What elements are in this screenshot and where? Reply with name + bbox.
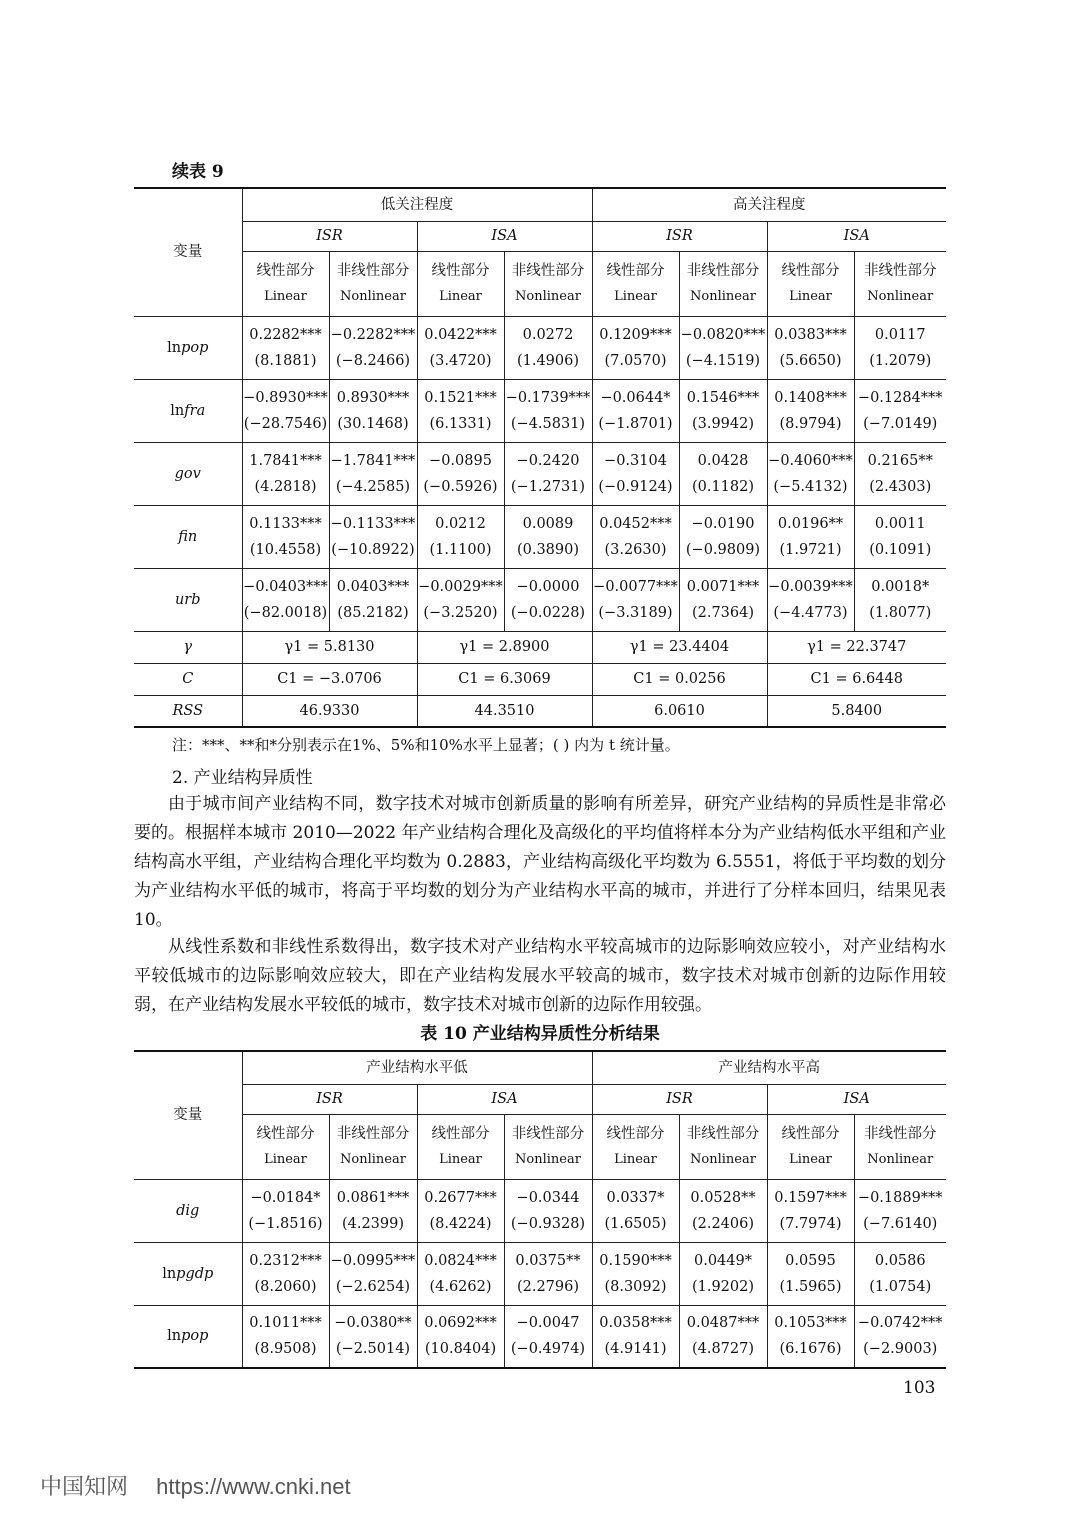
coef-cell: −0.3104 (−0.9124) (592, 442, 679, 505)
isa-header: ISA (767, 1084, 946, 1114)
linear-header: 线性部分 Linear (767, 1114, 854, 1179)
variable-name: urb (134, 568, 242, 631)
table-9 (134, 187, 946, 728)
coef-cell: 1.7841*** (4.2818) (242, 442, 329, 505)
isr-header: ISR (242, 1084, 417, 1114)
c-value: C1 = 0.0256 (592, 663, 767, 695)
coef-cell: 0.2312*** (8.2060) (242, 1242, 329, 1305)
linear-header: 线性部分 Linear (242, 1114, 329, 1179)
linear-header: 线性部分 Linear (417, 251, 504, 316)
coef-cell: 0.1408*** (8.9794) (767, 379, 854, 442)
rss-row (134, 695, 946, 727)
coef-cell: 0.0586 (1.0754) (854, 1242, 946, 1305)
table-note: 注：***、**和*分别表示在1%、5%和10%水平上显著；( ) 内为 t 统计量。 (172, 736, 680, 754)
table-10 (134, 1050, 946, 1369)
coef-cell: −0.1889*** (−7.6140) (854, 1179, 946, 1242)
c-row (134, 663, 946, 695)
cnki-url[interactable]: https://www.cnki.net (156, 1474, 351, 1499)
variable-name: lnpop (134, 1305, 242, 1368)
coef-cell: 0.1011*** (8.9508) (242, 1305, 329, 1368)
table-row (134, 1242, 946, 1305)
coef-cell: 0.0375** (2.2796) (504, 1242, 592, 1305)
coef-cell: −0.0039*** (−4.4773) (767, 568, 854, 631)
subheader-row (134, 251, 946, 316)
coef-cell: −0.4060*** (−5.4132) (767, 442, 854, 505)
coef-cell: 0.2165** (2.4303) (854, 442, 946, 505)
coef-cell: −0.0995*** (−2.6254) (329, 1242, 417, 1305)
gamma-value: γ1 = 2.8900 (417, 631, 592, 663)
coef-cell: 0.0595 (1.5965) (767, 1242, 854, 1305)
coef-cell: −1.7841*** (−4.2585) (329, 442, 417, 505)
table-row (134, 1305, 946, 1368)
rss-value: 5.8400 (767, 695, 946, 727)
isr-header: ISR (592, 1084, 767, 1114)
coef-cell: −0.1133*** (−10.8922) (329, 505, 417, 568)
linear-header: 线性部分 Linear (592, 251, 679, 316)
gamma-value: γ1 = 22.3747 (767, 631, 946, 663)
nonlinear-header: 非线性部分 Nonlinear (504, 1114, 592, 1179)
coef-cell: −0.2420 (−1.2731) (504, 442, 592, 505)
c-value: C1 = −3.0706 (242, 663, 417, 695)
coef-cell: 0.1053*** (6.1676) (767, 1305, 854, 1368)
coef-cell: 0.1521*** (6.1331) (417, 379, 504, 442)
coef-cell: 0.0692*** (10.8404) (417, 1305, 504, 1368)
coef-cell: 0.0018* (1.8077) (854, 568, 946, 631)
group-header-low: 产业结构水平低 (242, 1051, 592, 1084)
table-row (134, 379, 946, 442)
coef-cell: −0.0644* (−1.8701) (592, 379, 679, 442)
rss-value: 44.3510 (417, 695, 592, 727)
group-header-high: 高关注程度 (592, 188, 946, 221)
coef-cell: 0.0196** (1.9721) (767, 505, 854, 568)
gamma-label: γ (134, 631, 242, 663)
table-row (134, 1179, 946, 1242)
cnki-logo-text: 中国知网 (40, 1474, 129, 1499)
table-row (134, 505, 946, 568)
table-row (134, 568, 946, 631)
page-number: 103 (903, 1378, 936, 1398)
coef-cell: −0.0077*** (−3.3189) (592, 568, 679, 631)
coef-cell: 0.0358*** (4.9141) (592, 1305, 679, 1368)
coef-cell: −0.0184* (−1.8516) (242, 1179, 329, 1242)
coef-cell: 0.0071*** (2.7364) (679, 568, 767, 631)
coef-cell: 0.2677*** (8.4224) (417, 1179, 504, 1242)
coef-cell: 0.1597*** (7.7974) (767, 1179, 854, 1242)
isr-header: ISR (242, 221, 417, 251)
coef-cell: 0.0452*** (3.2630) (592, 505, 679, 568)
coef-cell: −0.0000 (−0.0228) (504, 568, 592, 631)
coef-cell: 0.0422*** (3.4720) (417, 316, 504, 379)
coef-cell: −0.0742*** (−2.9003) (854, 1305, 946, 1368)
coef-cell: −0.8930*** (−28.7546) (242, 379, 329, 442)
coef-cell: 0.1133*** (10.4558) (242, 505, 329, 568)
rss-value: 46.9330 (242, 695, 417, 727)
isa-header: ISA (767, 221, 946, 251)
linear-header: 线性部分 Linear (592, 1114, 679, 1179)
subheader-row (134, 1114, 946, 1179)
isa-header: ISA (417, 221, 592, 251)
coef-cell: −0.0029*** (−3.2520) (417, 568, 504, 631)
table-row (134, 316, 946, 379)
coef-cell: 0.0337* (1.6505) (592, 1179, 679, 1242)
coef-cell: 0.0383*** (5.6650) (767, 316, 854, 379)
group-header-low: 低关注程度 (242, 188, 592, 221)
coef-cell: 0.1590*** (8.3092) (592, 1242, 679, 1305)
c-value: C1 = 6.6448 (767, 663, 946, 695)
variable-name: fin (134, 505, 242, 568)
section-title: 2. 产业结构异质性 (172, 768, 313, 788)
isa-header: ISA (417, 1084, 592, 1114)
paragraph-2: 从线性系数和非线性系数得出，数字技术对产业结构水平较高城市的边际影响效应较小，对产业结构水平较低城市的边际影响效应较大，即在产业结构发展水平较高的城市，数字技术对城市创新的边际作用较弱，在产业结构发展水平较低的城市，数字技术对城市创新的边际作用较强。 (134, 937, 946, 1015)
nonlinear-header: 非线性部分 Nonlinear (679, 1114, 767, 1179)
variable-name: dig (134, 1179, 242, 1242)
coef-cell: −0.0190 (−0.9809) (679, 505, 767, 568)
rss-label: RSS (134, 695, 242, 727)
variable-name: lnfra (134, 379, 242, 442)
coef-cell: −0.0047 (−0.4974) (504, 1305, 592, 1368)
coef-cell: 0.0272 (1.4906) (504, 316, 592, 379)
coef-cell: 0.0861*** (4.2399) (329, 1179, 417, 1242)
coef-cell: −0.0820*** (−4.1519) (679, 316, 767, 379)
coef-cell: 0.0428 (0.1182) (679, 442, 767, 505)
coef-cell: −0.0403*** (−82.0018) (242, 568, 329, 631)
linear-header: 线性部分 Linear (417, 1114, 504, 1179)
table-row (134, 442, 946, 505)
gamma-value: γ1 = 5.8130 (242, 631, 417, 663)
coef-cell: −0.0344 (−0.9328) (504, 1179, 592, 1242)
rss-value: 6.0610 (592, 695, 767, 727)
nonlinear-header: 非线性部分 Nonlinear (329, 1114, 417, 1179)
nonlinear-header: 非线性部分 Nonlinear (854, 1114, 946, 1179)
var-header: 变量 (134, 1051, 242, 1179)
nonlinear-header: 非线性部分 Nonlinear (854, 251, 946, 316)
coef-cell: 0.0449* (1.9202) (679, 1242, 767, 1305)
coef-cell: −0.1284*** (−7.0149) (854, 379, 946, 442)
coef-cell: 0.0212 (1.1100) (417, 505, 504, 568)
coef-cell: −0.0895 (−0.5926) (417, 442, 504, 505)
nonlinear-header: 非线性部分 Nonlinear (679, 251, 767, 316)
variable-name: lnpop (134, 316, 242, 379)
nonlinear-header: 非线性部分 Nonlinear (504, 251, 592, 316)
group-header-high: 产业结构水平高 (592, 1051, 946, 1084)
coef-cell: 0.1209*** (7.0570) (592, 316, 679, 379)
footer (40, 1470, 351, 1501)
coef-cell: 0.0824*** (4.6262) (417, 1242, 504, 1305)
coef-cell: 0.0403*** (85.2182) (329, 568, 417, 631)
coef-cell: 0.0487*** (4.8727) (679, 1305, 767, 1368)
coef-cell: −0.2282*** (−8.2466) (329, 316, 417, 379)
c-value: C1 = 6.3069 (417, 663, 592, 695)
coef-cell: 0.0117 (1.2079) (854, 316, 946, 379)
table10-caption: 表 10 产业结构异质性分析结果 (420, 1024, 660, 1044)
var-header: 变量 (134, 188, 242, 316)
paragraph-1: 由于城市间产业结构不同，数字技术对城市创新质量的影响有所差异，研究产业结构的异质性是非常必要的。根据样本城市 2010—2022 年产业结构合理化及高级化的平均值将样本分为产业结构低水平组和产业结构高水平组，产业结构合理化平均数为 0.2883，产业结构高级化平均数为 6.5551，将低于平均数的划分为产业结构水平低的城市，将高于平均数的划分为产业结构水平高的城市，并进行了分样本回归，结果见表 10。 (134, 794, 946, 930)
nonlinear-header: 非线性部分 Nonlinear (329, 251, 417, 316)
coef-cell: 0.2282*** (8.1881) (242, 316, 329, 379)
coef-cell: −0.0380** (−2.5014) (329, 1305, 417, 1368)
variable-name: gov (134, 442, 242, 505)
table9-caption: 续表 9 (172, 162, 224, 182)
gamma-row (134, 631, 946, 663)
isr-header: ISR (592, 221, 767, 251)
coef-cell: 0.0011 (0.1091) (854, 505, 946, 568)
gamma-value: γ1 = 23.4404 (592, 631, 767, 663)
coef-cell: 0.1546*** (3.9942) (679, 379, 767, 442)
c-label: C (134, 663, 242, 695)
coef-cell: 0.0089 (0.3890) (504, 505, 592, 568)
coef-cell: −0.1739*** (−4.5831) (504, 379, 592, 442)
coef-cell: 0.8930*** (30.1468) (329, 379, 417, 442)
variable-name: lnpgdp (134, 1242, 242, 1305)
linear-header: 线性部分 Linear (242, 251, 329, 316)
linear-header: 线性部分 Linear (767, 251, 854, 316)
coef-cell: 0.0528** (2.2406) (679, 1179, 767, 1242)
